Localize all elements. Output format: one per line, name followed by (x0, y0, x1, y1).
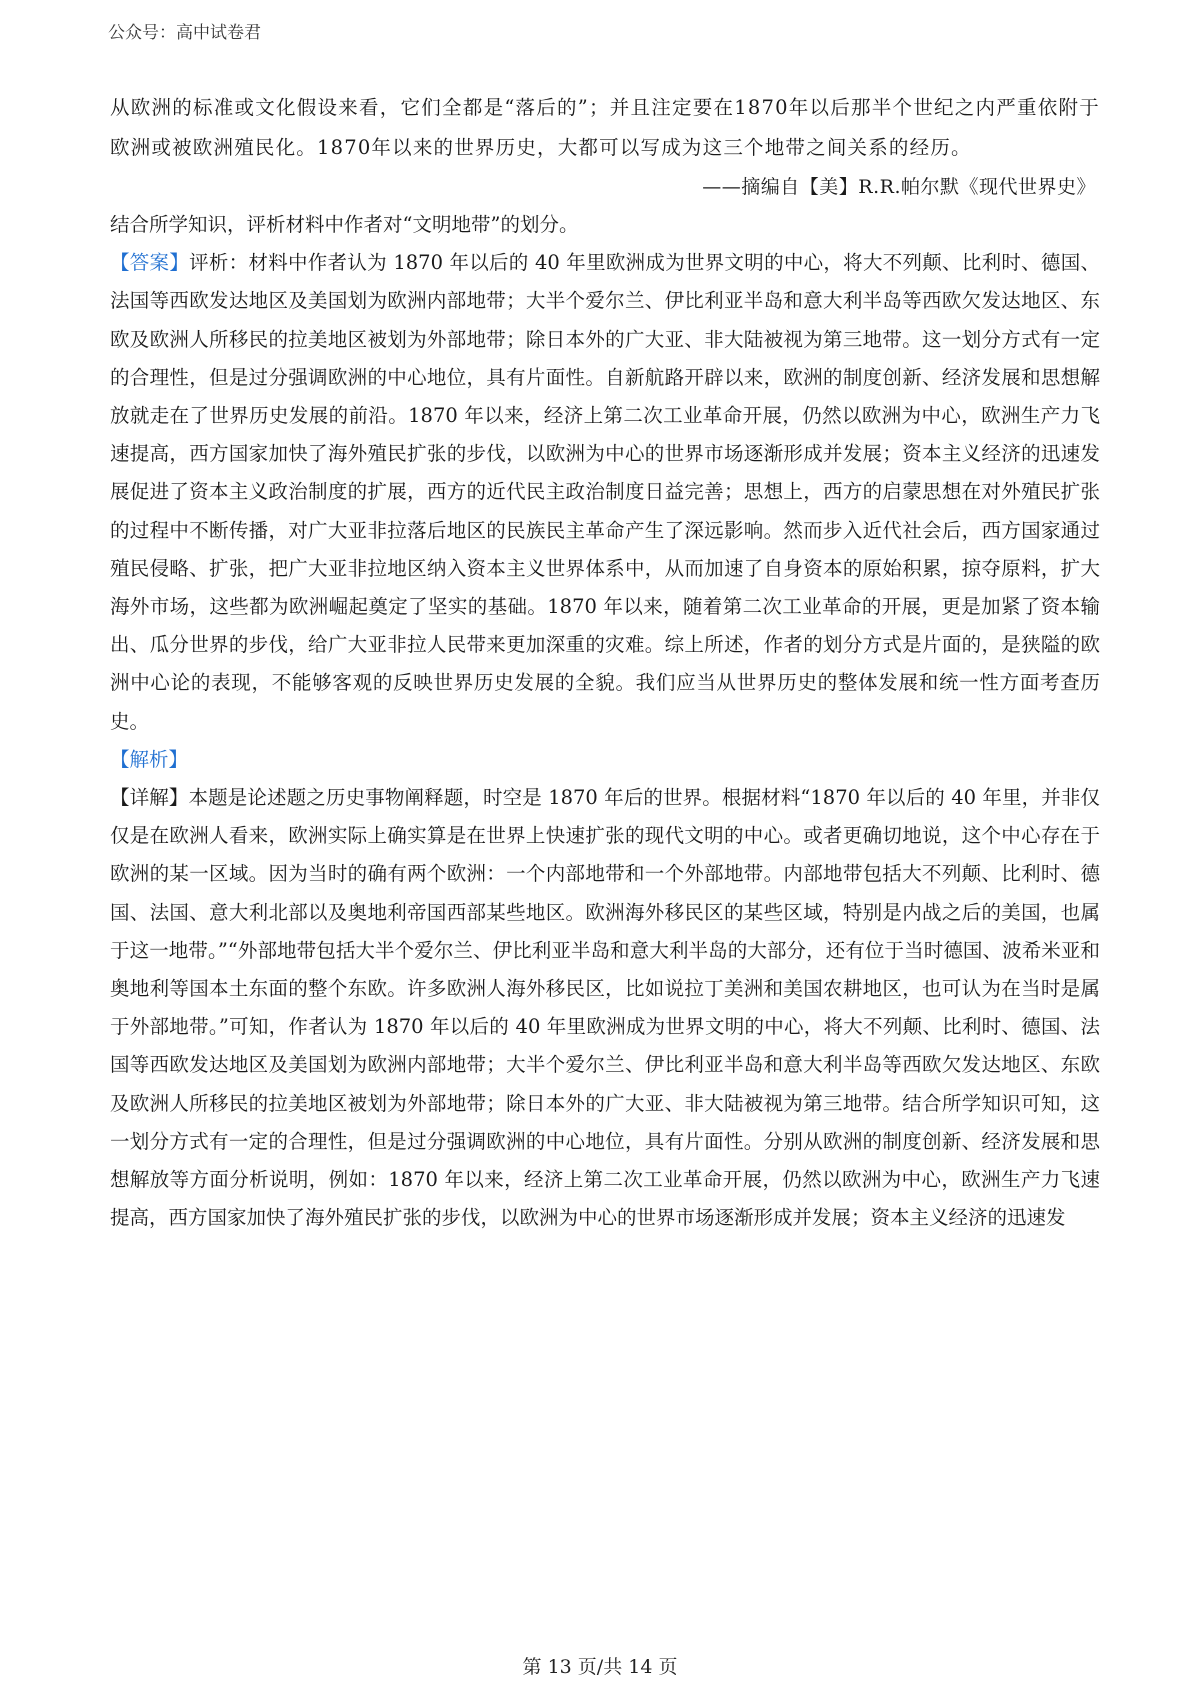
question-text: 结合所学知识，评析材料中作者对“文明地带”的划分。 (110, 213, 579, 236)
analysis-tag: 【解析】 (110, 747, 189, 771)
page-footer (0, 1652, 1200, 1679)
page-header (108, 18, 261, 43)
answer-text: 评析：材料中作者认为 1870 年以后的 40 年里欧洲成为世界文明的中心，将大不列颠、比利时、德国、法国等西欧发达地区及美国划为欧洲内部地带；大半个爱尔兰、伊比利亚半岛和意大利半岛等西欧欠发达地区、东欧及欧洲人所移民的拉美地区被划为外部地带；除日本外的广大亚、非大陆被视为第三地带。这一划分方式有一定的合理性，但是过分强调欧洲的中心地位，具有片面性。自新航路开辟以来，欧洲的制度创新、经济发展和思想解放就走在了世界历史发展的前沿。1870 年以来，经济上第二次工业革命开展，仍然以欧洲为中心，欧洲生产力飞速提高，西方国家加快了海外殖民扩张的步伐，以欧洲为中心的世界市场逐渐形成并发展；资本主义经济的迅速发展促进了资本主义政治制度的扩展，西方的近代民主政治制度日益完善；思想上，西方的启蒙思想在对外殖民扩张的过程中不断传播，对广大亚非拉落后地区的民族民主革命产生了深远影响。然而步入近代社会后，西方国家通过殖民侵略、扩张，把广大亚非拉地区纳入资本主义世界体系中，从而加速了自身资本的原始积累，掠夺原料，扩大海外市场，这些都为欧洲崛起奠定了坚实的基础。1870 年以来，随着第二次工业革命的开展，更是加紧了资本输出、瓜分世界的步伐，给广大亚非拉人民带来更加深重的灾难。综上所述，作者的划分方式是片面的，是狭隘的欧洲中心论的表现，不能够客观的反映世界历史发展的全貌。我们应当从世界历史的整体发展和统一性方面考查历史。 (110, 251, 1100, 733)
material-quote: 从欧洲的标准或文化假设来看，它们全都是“落后的”；并且注定要在1870年以后那半个世纪之内严重依附于欧洲或被欧洲殖民化。1870年以来的世界历史，大都可以写成为这三个地带之间关系的经历。 (110, 96, 1100, 159)
document-body (110, 88, 1100, 1237)
header-text: 公众号：高中试卷君 (108, 23, 261, 43)
detail-tag: 【详解】 (110, 786, 189, 810)
material-source: ——摘编自【美】R.R.帕尔默《现代世界史》 (702, 176, 1096, 198)
answer-tag: 【答案】 (110, 251, 190, 275)
answer-paragraph (110, 244, 1100, 741)
detail-paragraph (110, 779, 1100, 1237)
analysis-paragraph (110, 741, 1100, 779)
detail-text: 本题是论述题之历史事物阐释题，时空是 1870 年后的世界。根据材料“1870 年以后的 40 年里，并非仅仅是在欧洲人看来，欧洲实际上确实算是在世界上快速扩张的现代文明的中心。或者更确切地说，这个中心存在于欧洲的某一区域。因为当时的确有两个欧洲：一个内部地带和一个外部地带。内部地带包括大不列颠、比利时、德国、法国、意大利北部以及奥地利帝国西部某些地区。欧洲海外移民区的某些区域，特别是内战之后的美国，也属于这一地带。”“外部地带包括大半个爱尔兰、伊比利亚半岛和意大利半岛的大部分，还有位于当时德国、波希米亚和奥地利等国本土东面的整个东欧。许多欧洲人海外移民区，比如说拉丁美洲和美国农耕地区，也可认为在当时是属于外部地带。”可知，作者认为 1870 年以后的 40 年里欧洲成为世界文明的中心，将大不列颠、比利时、德国、法国等西欧发达地区及美国划为欧洲内部地带；大半个爱尔兰、伊比利亚半岛和意大利半岛等西欧欠发达地区、东欧及欧洲人所移民的拉美地区被划为外部地带；除日本外的广大亚、非大陆被视为第三地带。结合所学知识可知，这一划分方式有一定的合理性，但是过分强调欧洲的中心地位，具有片面性。分别从欧洲的制度创新、经济发展和思想解放等方面分析说明，例如：1870 年以来，经济上第二次工业革命开展，仍然以欧洲为中心，欧洲生产力飞速提高，西方国家加快了海外殖民扩张的步伐，以欧洲为中心的世界市场逐渐形成并发展；资本主义经济的迅速发 (110, 786, 1100, 1230)
page-number: 第 13 页/共 14 页 (522, 1656, 678, 1678)
